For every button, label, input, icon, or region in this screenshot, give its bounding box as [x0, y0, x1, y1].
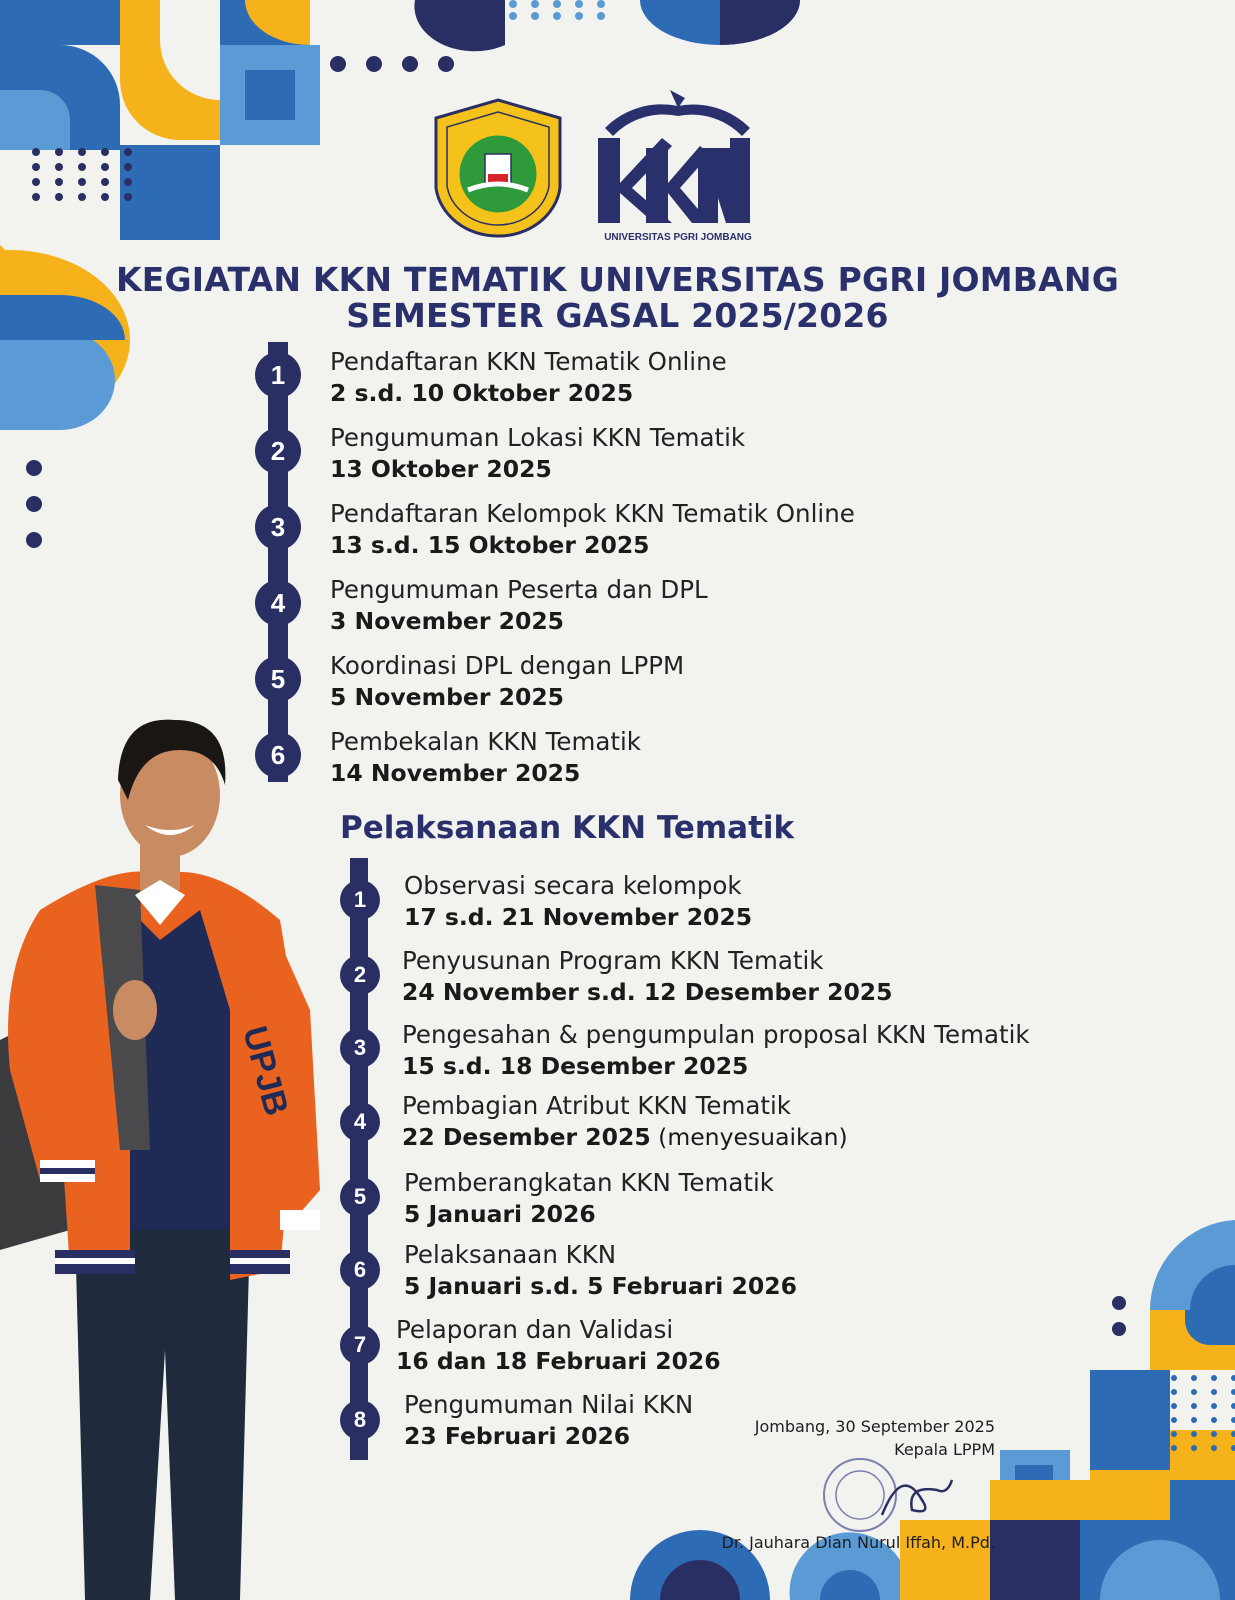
pelaksanaan-item-title: Pengumuman Nilai KKN [404, 1390, 694, 1419]
pelaksanaan-item-6 [404, 1239, 797, 1301]
pelaksanaan-item-title: Penyusunan Program KKN Tematik [402, 946, 824, 975]
decorative-dot [509, 0, 517, 8]
schedule-item-date: 2 s.d. 10 Oktober 2025 [330, 379, 634, 407]
schedule-item-title: Pendaftaran KKN Tematik Online [330, 347, 727, 376]
schedule-item-2 [330, 422, 745, 484]
schedule-number-4: 4 [255, 580, 301, 626]
decorative-dot [366, 56, 382, 72]
decorative-dot [101, 178, 109, 186]
decorative-dot [1231, 1403, 1235, 1409]
decorative-dot [1191, 1389, 1197, 1395]
decorative-dot [1211, 1445, 1217, 1451]
decorative-dot [1231, 1417, 1235, 1423]
decorative-dot [402, 56, 418, 72]
schedule-item-date: 3 November 2025 [330, 607, 565, 635]
pelaksanaan-item-2 [402, 945, 893, 1007]
decorative-dot [1191, 1445, 1197, 1451]
schedule-number-5: 5 [255, 656, 301, 702]
decorative-dot [597, 0, 605, 8]
decorative-dot [1231, 1375, 1235, 1381]
dot-grid-bottom-right [1168, 1375, 1235, 1451]
pelaksanaan-item-title: Pengesahan & pengumpulan proposal KKN Tematik [402, 1020, 1030, 1049]
official-stamp [812, 1455, 962, 1535]
decorative-dot [26, 496, 42, 512]
kkn-logo-caption: UNIVERSITAS PGRI JOMBANG [604, 232, 752, 243]
pelaksanaan-item-title: Pembagian Atribut KKN Tematik [402, 1091, 791, 1120]
decorative-dot [575, 12, 583, 20]
decorative-dot [438, 56, 454, 72]
decorative-dot [101, 193, 109, 201]
decorative-dot [124, 193, 132, 201]
pelaksanaan-number-7: 7 [340, 1325, 380, 1365]
decorative-dot [509, 12, 517, 20]
decorative-dot [26, 460, 42, 476]
pelaksanaan-item-4 [402, 1090, 848, 1152]
pelaksanaan-item-date: 5 Januari s.d. 5 Februari 2026 [404, 1272, 797, 1300]
pelaksanaan-item-date-line [402, 1122, 848, 1152]
decorative-dot [32, 148, 40, 156]
pelaksanaan-number-2: 2 [340, 955, 380, 995]
decorative-dot [78, 163, 86, 171]
schedule-item-date: 5 November 2025 [330, 683, 565, 711]
decorative-dot [1112, 1322, 1126, 1336]
pelaksanaan-item-7 [396, 1314, 721, 1376]
pelaksanaan-item-title: Observasi secara kelompok [404, 871, 742, 900]
decorative-dot [1171, 1445, 1177, 1451]
decorative-dot [1211, 1389, 1217, 1395]
decorative-dot [55, 163, 63, 171]
decorative-dot [101, 163, 109, 171]
decorative-dot [78, 178, 86, 186]
pelaksanaan-number-3: 3 [340, 1028, 380, 1068]
dot-column-right [1112, 1296, 1126, 1336]
decorative-dot [553, 12, 561, 20]
kkn-logo [598, 90, 750, 223]
pelaksanaan-item-title: Pelaksanaan KKN [404, 1240, 617, 1269]
decorative-dot [78, 148, 86, 156]
decorative-dot [1191, 1431, 1197, 1437]
pelaksanaan-number-5: 5 [340, 1177, 380, 1217]
decorative-dot [32, 193, 40, 201]
pelaksanaan-item-date: 17 s.d. 21 November 2025 [404, 903, 753, 931]
schedule-item-title: Pengumuman Lokasi KKN Tematik [330, 423, 746, 452]
decorative-dot [1231, 1445, 1235, 1451]
pelaksanaan-number-8: 8 [340, 1400, 380, 1440]
decorative-dot [1191, 1417, 1197, 1423]
decorative-dot [330, 56, 346, 72]
dot-row-top [330, 56, 454, 72]
dot-grid-top-left [28, 148, 136, 201]
decorative-dot [1191, 1375, 1197, 1381]
decorative-dot [575, 0, 583, 8]
jacket-letters: UPJB [235, 1022, 296, 1120]
schedule-item-5 [330, 650, 684, 712]
pelaksanaan-item-date: 22 Desember 2025 [402, 1123, 651, 1151]
pelaksanaan-number-1: 1 [340, 880, 380, 920]
schedule-item-date: 13 Oktober 2025 [330, 455, 552, 483]
pelaksanaan-item-date: 5 Januari 2026 [404, 1200, 596, 1228]
pelaksanaan-item-date: 24 November s.d. 12 Desember 2025 [402, 978, 893, 1006]
decorative-dot [1211, 1417, 1217, 1423]
decorative-dot [101, 148, 109, 156]
pelaksanaan-item-date: 15 s.d. 18 Desember 2025 [402, 1052, 749, 1080]
dot-grid-top-center [505, 0, 609, 20]
pelaksanaan-item-5 [404, 1167, 774, 1229]
decorative-dot [1211, 1375, 1217, 1381]
decorative-dot [1171, 1417, 1177, 1423]
decorative-dot [1171, 1403, 1177, 1409]
pelaksanaan-item-date: 16 dan 18 Februari 2026 [396, 1347, 721, 1375]
decorative-dot [1231, 1431, 1235, 1437]
decorative-dot [32, 163, 40, 171]
decorative-dot [531, 0, 539, 8]
decorative-dot [55, 178, 63, 186]
schedule-item-6 [330, 726, 641, 788]
signature-name: Dr. Jauhara Dian Nurul Iffah, M.Pd. [721, 1533, 995, 1552]
decorative-dot [55, 193, 63, 201]
schedule-item-3 [330, 498, 855, 560]
schedule-item-title: Pendaftaran Kelompok KKN Tematik Online [330, 499, 855, 528]
decorative-dot [531, 12, 539, 20]
schedule-item-date: 13 s.d. 15 Oktober 2025 [330, 531, 650, 559]
decorative-dot [1112, 1296, 1126, 1310]
pelaksanaan-item-title: Pelaporan dan Validasi [396, 1315, 674, 1344]
decorative-dot [1211, 1403, 1217, 1409]
decorative-dot [26, 532, 42, 548]
dot-column-left [26, 460, 42, 548]
title-line-1: KEGIATAN KKN TEMATIK UNIVERSITAS PGRI JOMBANG [115, 260, 1119, 299]
header-logos [430, 88, 770, 248]
decorative-dot [124, 148, 132, 156]
pelaksanaan-timeline-rail [350, 858, 368, 1460]
schedule-item-4 [330, 574, 708, 636]
pelaksanaan-item-date: 23 Februari 2026 [404, 1422, 631, 1450]
schedule-number-3: 3 [255, 504, 301, 550]
decorative-dot [124, 178, 132, 186]
schedule-item-1 [330, 346, 727, 408]
logos-graphic [430, 88, 770, 248]
page-title [60, 262, 1175, 334]
decorative-dot [32, 178, 40, 186]
signature-position: Kepala LPPM [894, 1440, 995, 1459]
decorative-dot [553, 0, 561, 8]
schedule-item-title: Pengumuman Peserta dan DPL [330, 575, 708, 604]
pelaksanaan-item-3 [402, 1019, 1030, 1081]
student-illustration [0, 710, 330, 1600]
pelaksanaan-item-title: Pemberangkatan KKN Tematik [404, 1168, 774, 1197]
pelaksanaan-heading: Pelaksanaan KKN Tematik [340, 810, 795, 846]
decorative-dot [1171, 1375, 1177, 1381]
decorative-dot [1171, 1389, 1177, 1395]
decorative-dot [55, 148, 63, 156]
schedule-number-2: 2 [255, 428, 301, 474]
pelaksanaan-item-note: (menyesuaikan) [650, 1123, 848, 1151]
schedule-item-title: Koordinasi DPL dengan LPPM [330, 651, 685, 680]
schedule-number-6: 6 [255, 732, 301, 778]
decorative-dot [1191, 1403, 1197, 1409]
schedule-item-title: Pembekalan KKN Tematik [330, 727, 641, 756]
pelaksanaan-item-8 [404, 1389, 693, 1451]
decorative-dot [78, 193, 86, 201]
pelaksanaan-item-1 [404, 870, 752, 932]
decorative-dot [1231, 1389, 1235, 1395]
decorative-dot [124, 163, 132, 171]
decorative-dot [1171, 1431, 1177, 1437]
signature-place-date: Jombang, 30 September 2025 [754, 1417, 995, 1436]
pelaksanaan-number-4: 4 [340, 1102, 380, 1142]
pelaksanaan-number-6: 6 [340, 1250, 380, 1290]
schedule-number-1: 1 [255, 352, 301, 398]
schedule-item-date: 14 November 2025 [330, 759, 581, 787]
decorative-dot [1211, 1431, 1217, 1437]
title-line-2: SEMESTER GASAL 2025/2026 [346, 296, 889, 335]
decorative-dot [597, 12, 605, 20]
university-seal-logo [436, 100, 560, 236]
